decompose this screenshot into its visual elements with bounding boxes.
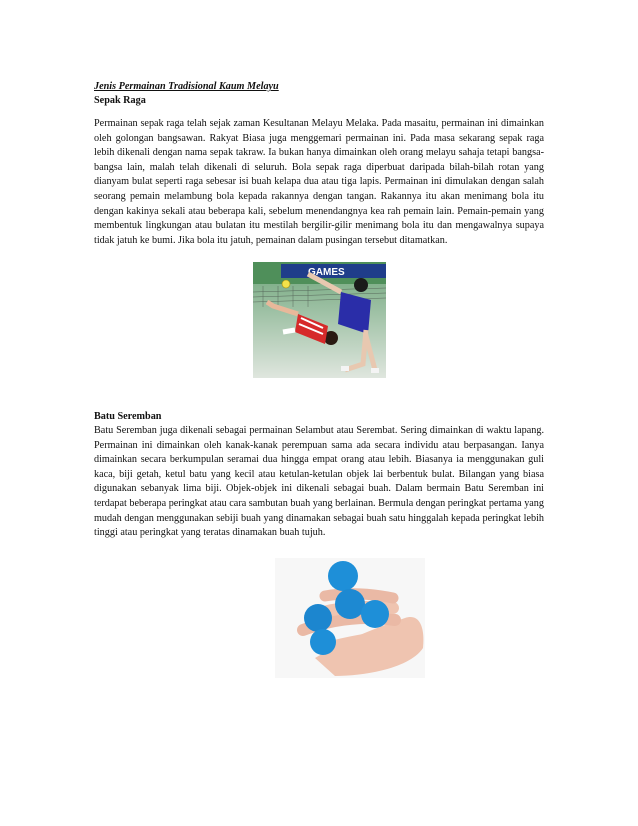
banner-text: GAMES [308, 267, 345, 278]
section-heading-sepak-raga: Sepak Raga [94, 95, 146, 106]
section-heading-batu-seremban: Batu Seremban [94, 411, 162, 422]
sepak-takraw-photo-icon [253, 262, 386, 378]
batu-seremban-photo-icon [275, 558, 425, 678]
paragraph-sepak-raga: Permainan sepak raga telah sejak zaman Kesultanan Melayu Melaka. Pada masaitu, permainan ini dimainkan oleh golongan bangsawan. Rakyat Biasa juga menggemari permainan ini. Pada masa sekarang sepak raga lebih dikenali dengan nama sepak takraw. Ia bukan hanya dimainkan oleh orang melayu sahaja tetapi bangsa-bangsa lain, malah telah dikenali di seluruh. Bola sepak raga diperbuat daripada bilah-bilah rotan yang dianyam bulat seperti raga sebesar isi buah kelapa dua atau tiga lapis. Permainan ini dimulakan dengan salah seorang pemain melambung bola kepada rakannya dengan tangan. Rakannya itu akan menimang bola itu dengan kakinya sekali atau beberapa kali, sebelum menendangnya kea rah pemain lain. Pemain-pemain yang membentuk lingkungan atau bulatan itu mestilah bergilir-gilir menimang bola itu dan mengawalnya supaya tidak jatuh ke bumi. Jika bola itu jatuh, pemainan dalam pusingan tersebut ditamatkan. [94, 118, 544, 246]
document-title: Jenis Permainan Tradisional Kaum Melayu [94, 81, 279, 92]
paragraph-batu-seremban: Batu Seremban juga dikenali sebagai permainan Selambut atau Serembat. Sering dimainkan di waktu lapang. Permainan ini dimainkan oleh kanak-kanak perempuan sama ada secara individu atau berpasangan. Ianya dimainkan secara berkumpulan seramai dua hingga empat orang atau lebih. Biasanya ia menggunakan guli kaca, biji getah, ketul batu yang kecil atau ketulan-ketulan objek lai berbentuk bulat. Bilangan yang biasa digunakan sebanyak lima biji. Objek-objek ini dikenali sebagai buah. Dalam bermain Batu Seremban ini terdapat beberapa peringkat atau cara sambutan buah yang berlainan. Bermula dengan peringkat pertama yang mudah dengan menggunakan sebiji buah yang dinamakan sebagai buah satu hinggalah kepada peringkat lebih tinggi atau peringkat yang teratas dinamakan buah tujuh. [94, 425, 544, 539]
